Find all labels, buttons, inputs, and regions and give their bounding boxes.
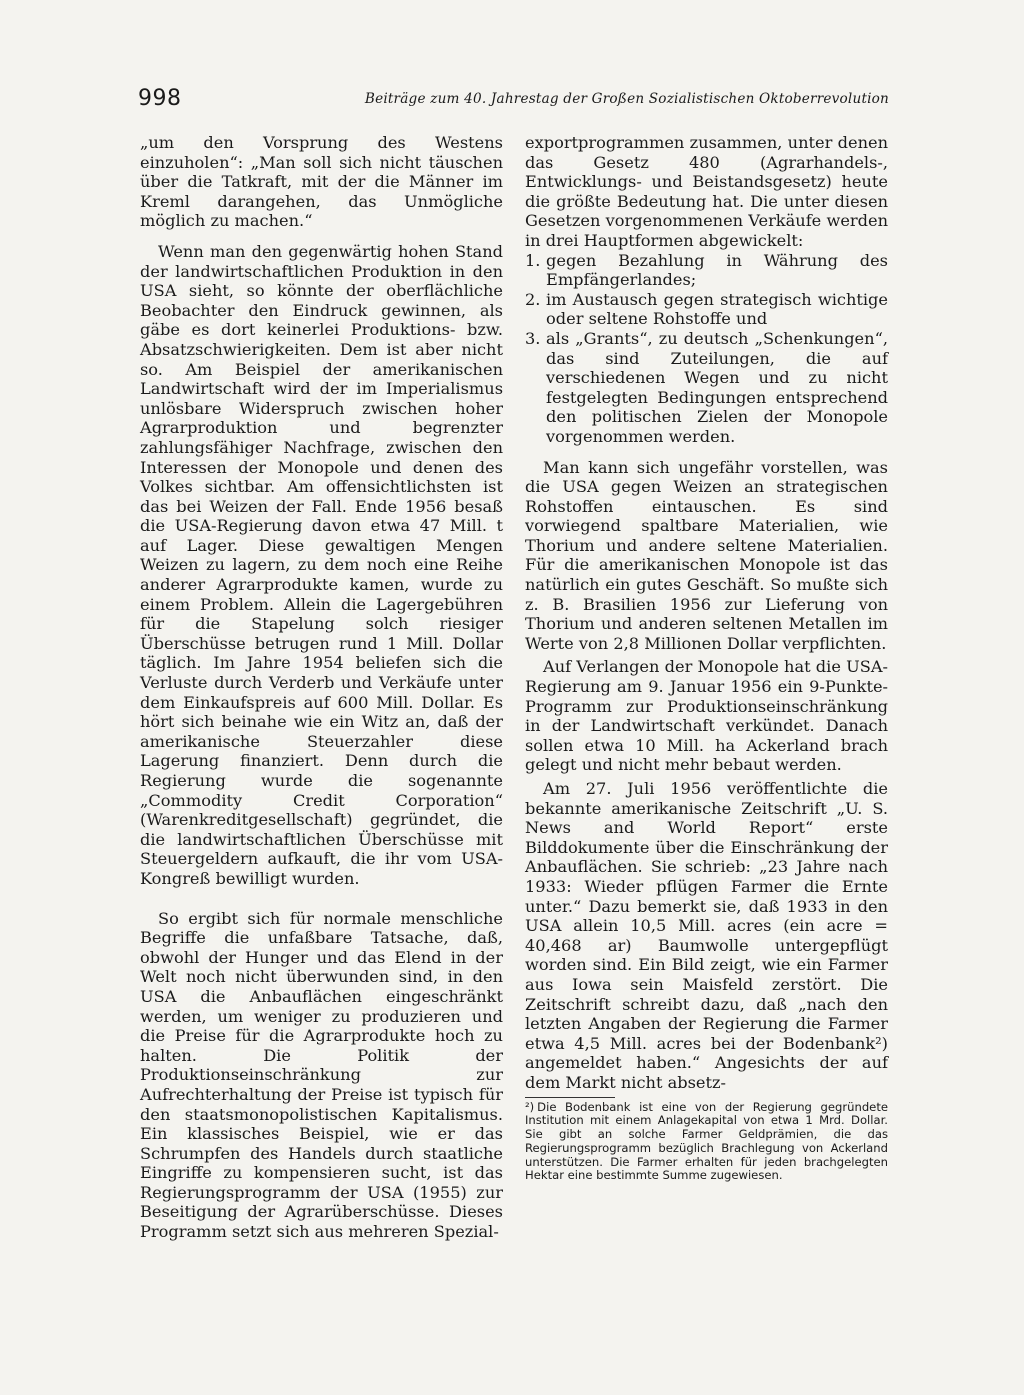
numbered-list (525, 251, 888, 447)
footnote-rule (525, 1097, 615, 1098)
left-column (140, 133, 503, 1242)
right-paragraph-4: Am 27. Juli 1956 veröffentlichte die bekannte amerikanische Zeitschrift „U. S. News and World Report“ erste Bilddokumente über die Einschränkung der Anbauflächen. Sie schrieb: „23 Jahre nach 1933: Wieder pflügen Farmer die Ernte unter.“ Dazu bemerkt sie, daß 1933 in den USA allein 10,5 Mill. acres (ein acre = 40,468 ar) Baumwolle untergepflügt worden sind. Ein Bild zeigt, wie ein Farmer aus Iowa sein Maisfeld zerstört. Die Zeitschrift schreibt dazu, daß „nach den letzten Angaben der Regierung die Farmer etwa 4,5 Mill. acres bei der Bodenbank²) angemeldet haben.“ Angesichts der auf dem Markt nicht absetz- (525, 779, 888, 1092)
footnote-mark: ²) (525, 1099, 535, 1114)
footnote (525, 1101, 888, 1184)
list-item-2 (525, 290, 888, 329)
list-text: als „Grants“, zu deutsch „Schenkungen“, das sind Zuteilungen, die auf verschiedenen Wegen und zu nicht festgelegten Bedingungen entsprechend den politischen Zielen der Monopole vorgenommen werden. (546, 328, 888, 446)
list-text: gegen Bezahlung in Währung des Empfängerlandes; (546, 250, 888, 290)
left-paragraph-1: „um den Vorsprung des Westens einzuholen“: „Man soll sich nicht täuschen über die Tatkraft, mit der die Männer im Kreml darangehen, das Unmögliche möglich zu machen.“ (140, 133, 503, 231)
footnote-text: Die Bodenbank ist eine von der Regierung gegründete Institution mit einem Anlagekapital von etwa 1 Mrd. Dollar. Sie gibt an solche Farmer Geldprämien, die das Regierungsprogramm bezüglich Brachlegung von Ackerland unterstützen. Die Farmer erhalten für jeden brachgelegten Hektar eine bestimmte Summe zugewiesen. (525, 1099, 888, 1183)
right-column (525, 133, 888, 1183)
right-paragraph-1: exportprogrammen zusammen, unter denen das Gesetz 480 (Agrarhandels-, Entwicklungs- und Beistandsgesetz) heute die größte Bedeutung hat. Die unter diesen Gesetzen vorgenommenen Verkäufe werden in drei Hauptformen abgewickelt: (525, 133, 888, 250)
list-number: 3. (525, 328, 541, 348)
list-number: 2. (525, 289, 541, 309)
right-paragraph-2: Man kann sich ungefähr vorstellen, was die USA gegen Weizen an strategischen Rohstoffen eintauschen. Es sind vorwiegend spaltbare Materialien, wie Thorium und andere seltene Materialien. Für die amerikanischen Monopole ist das natürlich ein gutes Geschäft. So mußte sich z. B. Brasilien 1956 zur Lieferung von Thorium und anderen seltenen Metallen im Werte von 2,8 Millionen Dollar verpflichten. (525, 457, 888, 653)
running-title: Beiträge zum 40. Jahrestag der Großen Sozialistischen Oktoberrevolution (364, 91, 889, 107)
list-number: 1. (525, 250, 541, 270)
right-paragraph-3: Auf Verlangen der Monopole hat die USA-Regierung am 9. Januar 1956 ein 9-Punkte-Programm zur Produktionseinschränkung in der Landwirtschaft verkündet. Danach sollen etwa 10 Mill. ha Ackerland brach gelegt und nicht mehr bebaut werden. (525, 657, 888, 775)
left-paragraph-2: Wenn man den gegenwärtig hohen Stand der landwirtschaftlichen Produktion in den USA sieht, so könnte der oberflächliche Beobachter den Eindruck gewinnen, als gäbe es dort keinerlei Produktions- bzw. Absatzschwierigkeiten. Dem ist aber nicht so. Am Beispiel der amerikanischen Landwirtschaft wird der im Imperialismus unlösbare Widerspruch zwischen hoher Agrarproduktion und begrenzter zahlungsfähiger Nachfrage, zwischen den Interessen der Monopole und denen des Volkes sichtbar. Am offensichtlichsten ist das bei Weizen der Fall. Ende 1956 besaß die USA-Regierung davon etwa 47 Mill. t auf Lager. Diese gewaltigen Mengen Weizen zu lagern, zu dem noch eine Reihe anderer Agrarprodukte kamen, wurde zu einem Problem. Allein die Lagergebühren für die Stapelung solch riesiger Überschüsse betrugen rund 1 Mill. Dollar täglich. Im Jahre 1954 beliefen sich die Verluste durch Verderb und Verkäufe unter dem Einkaufspreis auf 600 Mill. Dollar. Es hört sich beinahe wie ein Witz an, daß der amerikanische Steuerzahler diese Lagerung finanziert. Denn durch die Regierung wurde die sogenannte „Commodity Credit Corporation“ (Warenkreditgesellschaft) gegründet, die die landwirtschaftlichen Überschüsse mit Steuergeldern aufkauft, die ihr vom USA-Kongreß bewilligt wurden. (140, 241, 503, 888)
list-item-1 (525, 251, 888, 290)
left-paragraph-3: So ergibt sich für normale menschliche Begriffe die unfaßbare Tatsache, daß, obwohl der Hunger und das Elend in der Welt noch nicht überwunden sind, in den USA die Anbauflächen eingeschränkt werden, um weniger zu produzieren und die Preise für die Agrarprodukte hoch zu halten. Die Politik der Produktionseinschränkung zur Aufrechterhaltung der Preise ist typisch für den staatsmonopolistischen Kapitalismus. Ein klassisches Beispiel, wie er das Schrumpfen des Handels durch staatliche Eingriffe zu kompensieren sucht, ist das Regierungsprogramm der USA (1955) zur Beseitigung der Agrarüberschüsse. Dieses Programm setzt sich aus mehreren Spezial- (140, 908, 503, 1242)
list-text: im Austausch gegen strategisch wichtige oder seltene Rohstoffe und (546, 289, 888, 329)
list-item-3 (525, 329, 888, 447)
page-number: 998 (138, 86, 182, 111)
